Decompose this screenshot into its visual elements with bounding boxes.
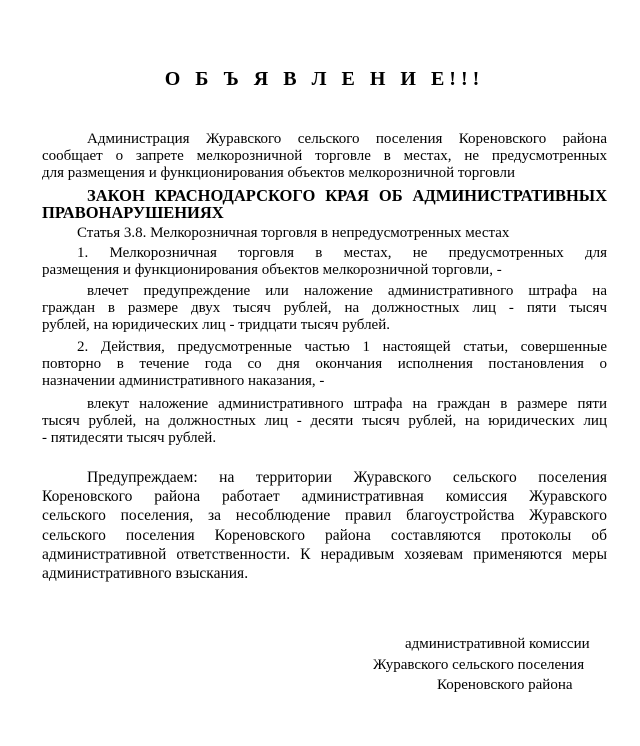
penalty-line: влекут наложение административного штрафа на граждан в размере пяти <box>87 396 607 412</box>
warning-line: сельского поселения, за несоблюдение правил благоустройства Журавского <box>42 507 607 525</box>
article-part-1 <box>42 245 607 279</box>
penalty-1 <box>42 283 607 334</box>
article-title: Статья 3.8. Мелкорозничная торговля в непредусмотренных местах <box>77 225 510 241</box>
warning-line: Предупреждаем: на территории Журавского сельского поселения <box>87 469 607 486</box>
warning-line: Кореновского района работает административная комиссия Журавского <box>42 488 607 506</box>
announcement-title: О Б Ъ Я В Л Е Н И Е!!! <box>164 68 485 90</box>
intro-line: сообщает о запрете мелкорозничной торговле в местах, не предусмотренных <box>42 148 607 164</box>
intro-line: Администрация Журавского сельского поселения Кореновского района <box>87 131 607 147</box>
signature-line: административной комиссии <box>405 636 590 652</box>
law-heading <box>42 187 607 221</box>
warning-line: административного взыскания. <box>42 565 249 583</box>
penalty-line: рублей, на юридических лиц - тридцати тысяч рублей. <box>42 317 390 333</box>
penalty-line: тысяч рублей, на должностных лиц - десяти тысяч рублей, на юридических лиц <box>42 413 607 429</box>
article-part-2 <box>42 339 607 390</box>
part-line: 2. Действия, предусмотренные частью 1 настоящей статьи, совершенные <box>77 339 607 355</box>
penalty-line: - пятидесяти тысяч рублей. <box>42 430 217 446</box>
intro-line: для размещения и функционирования объектов мелкорозничной торговли <box>42 165 515 181</box>
intro-paragraph <box>42 131 607 182</box>
part-line: назначении административного наказания, - <box>42 373 325 389</box>
penalty-line: граждан в размере двух тысяч рублей, на должностных лиц - пяти тысяч <box>42 300 607 316</box>
law-heading-line: ЗАКОН КРАСНОДАРСКОГО КРАЯ ОБ АДМИНИСТРАТИВНЫХ <box>87 186 607 205</box>
warning-paragraph <box>42 468 607 583</box>
part-line: размещения и функционирования объектов мелкорозничной торговли, - <box>42 262 502 278</box>
signature-line: Кореновского района <box>437 677 573 693</box>
penalty-2 <box>42 396 607 447</box>
part-line: повторно в течение года со дня окончания исполнения постановления о <box>42 356 607 372</box>
warning-line: сельского поселения Кореновского района составляются протоколы об <box>42 526 607 544</box>
part-line: 1. Мелкорозничная торговля в местах, не предусмотренных для <box>77 245 607 261</box>
signature-line: Журавского сельского поселения <box>373 657 585 673</box>
warning-line: административной ответственности. К нерадивым хозяевам применяются меры <box>42 545 607 563</box>
penalty-line: влечет предупреждение или наложение административного штрафа на <box>87 283 607 299</box>
law-heading-line: ПРАВОНАРУШЕНИЯХ <box>42 203 224 222</box>
